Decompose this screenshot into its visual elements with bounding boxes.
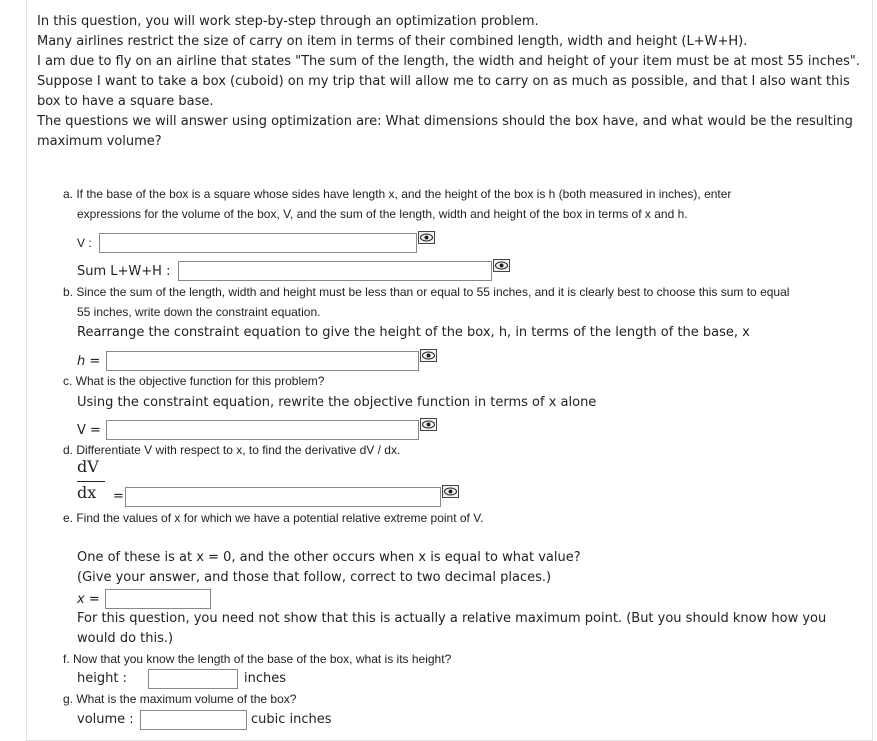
objective-input[interactable]	[106, 420, 419, 440]
v-equals-label: V =	[77, 423, 101, 438]
height-input[interactable]	[148, 669, 238, 689]
h-label: h =	[77, 354, 101, 369]
part-e-text-5: would do this.)	[77, 631, 174, 646]
derivative-denominator: dx	[77, 483, 97, 502]
sum-input[interactable]	[178, 261, 492, 281]
part-c-text-1: c. What is the objective function for this problem?	[63, 374, 325, 388]
height-label: height :	[77, 671, 127, 686]
intro-line-2: Many airlines restrict the size of carry on item in terms of their combined length, width and height (L+W+H).	[37, 34, 748, 49]
volume-unit: cubic inches	[251, 712, 332, 727]
intro-line-1: In this question, you will work step-by-step through an optimization problem.	[37, 14, 539, 29]
volume-label: V :	[77, 236, 92, 250]
part-a-text-2: expressions for the volume of the box, V, and the sum of the length, width and height of the box in terms of x and h.	[77, 207, 688, 221]
preview-eye-icon[interactable]	[442, 485, 459, 498]
derivative-numerator: dV	[77, 457, 99, 476]
volume-answer-label: volume :	[77, 712, 134, 727]
h-input[interactable]	[106, 351, 419, 371]
preview-eye-icon[interactable]	[418, 231, 435, 244]
part-e-text-3: (Give your answer, and those that follow, correct to two decimal places.)	[77, 570, 552, 585]
intro-line-5: The questions we will answer using optimization are: What dimensions should the box have, and what would be the resulting maximum volume?	[37, 114, 853, 149]
part-e-text-1: e. Find the values of x for which we have a potential relative extreme point of V.	[63, 511, 484, 525]
derivative-input[interactable]	[125, 487, 441, 507]
intro-text	[37, 12, 867, 152]
preview-eye-icon[interactable]	[420, 349, 437, 362]
max-volume-input[interactable]	[140, 710, 247, 730]
part-e-text-2: One of these is at x = 0, and the other occurs when x is equal to what value?	[77, 550, 581, 565]
preview-eye-icon[interactable]	[420, 418, 437, 431]
preview-eye-icon[interactable]	[493, 259, 510, 272]
part-c-text-2: Using the constraint equation, rewrite the objective function in terms of x alone	[77, 395, 597, 410]
part-a-text-1: a. If the base of the box is a square whose sides have length x, and the height of the box is h (both measured in inches), enter	[63, 187, 732, 201]
height-unit: inches	[244, 671, 287, 686]
part-b-text-2: 55 inches, write down the constraint equation.	[77, 305, 321, 319]
part-f-text-1: f. Now that you know the length of the base of the box, what is its height?	[63, 652, 452, 666]
x-value-input[interactable]	[105, 589, 211, 609]
sum-label: Sum L+W+H :	[77, 264, 171, 279]
derivative-equals: =	[113, 489, 124, 504]
volume-input[interactable]	[99, 233, 417, 253]
part-g-text-1: g. What is the maximum volume of the box?	[63, 692, 297, 706]
fraction-bar	[77, 481, 105, 482]
part-d-text-1: d. Differentiate V with respect to x, to find the derivative dV / dx.	[63, 443, 401, 457]
part-b-text-3: Rearrange the constraint equation to give the height of the box, h, in terms of the length of the base, x	[77, 325, 750, 340]
x-label: x =	[77, 592, 100, 607]
part-b-text-1: b. Since the sum of the length, width and height must be less than or equal to 55 inches, and it is clearly best to choose this sum to equal	[63, 285, 790, 299]
part-e-text-4: For this question, you need not show that this is actually a relative maximum point. (But you should know how you	[77, 611, 827, 626]
question-card	[26, 0, 873, 741]
intro-line-3: I am due to fly on an airline that states "The sum of the length, the width and height of your item must be at most 55 inches".	[37, 54, 861, 69]
intro-line-4: Suppose I want to take a box (cuboid) on my trip that will allow me to carry on as much as possible, and that I also want this box to have a square base.	[37, 74, 850, 109]
